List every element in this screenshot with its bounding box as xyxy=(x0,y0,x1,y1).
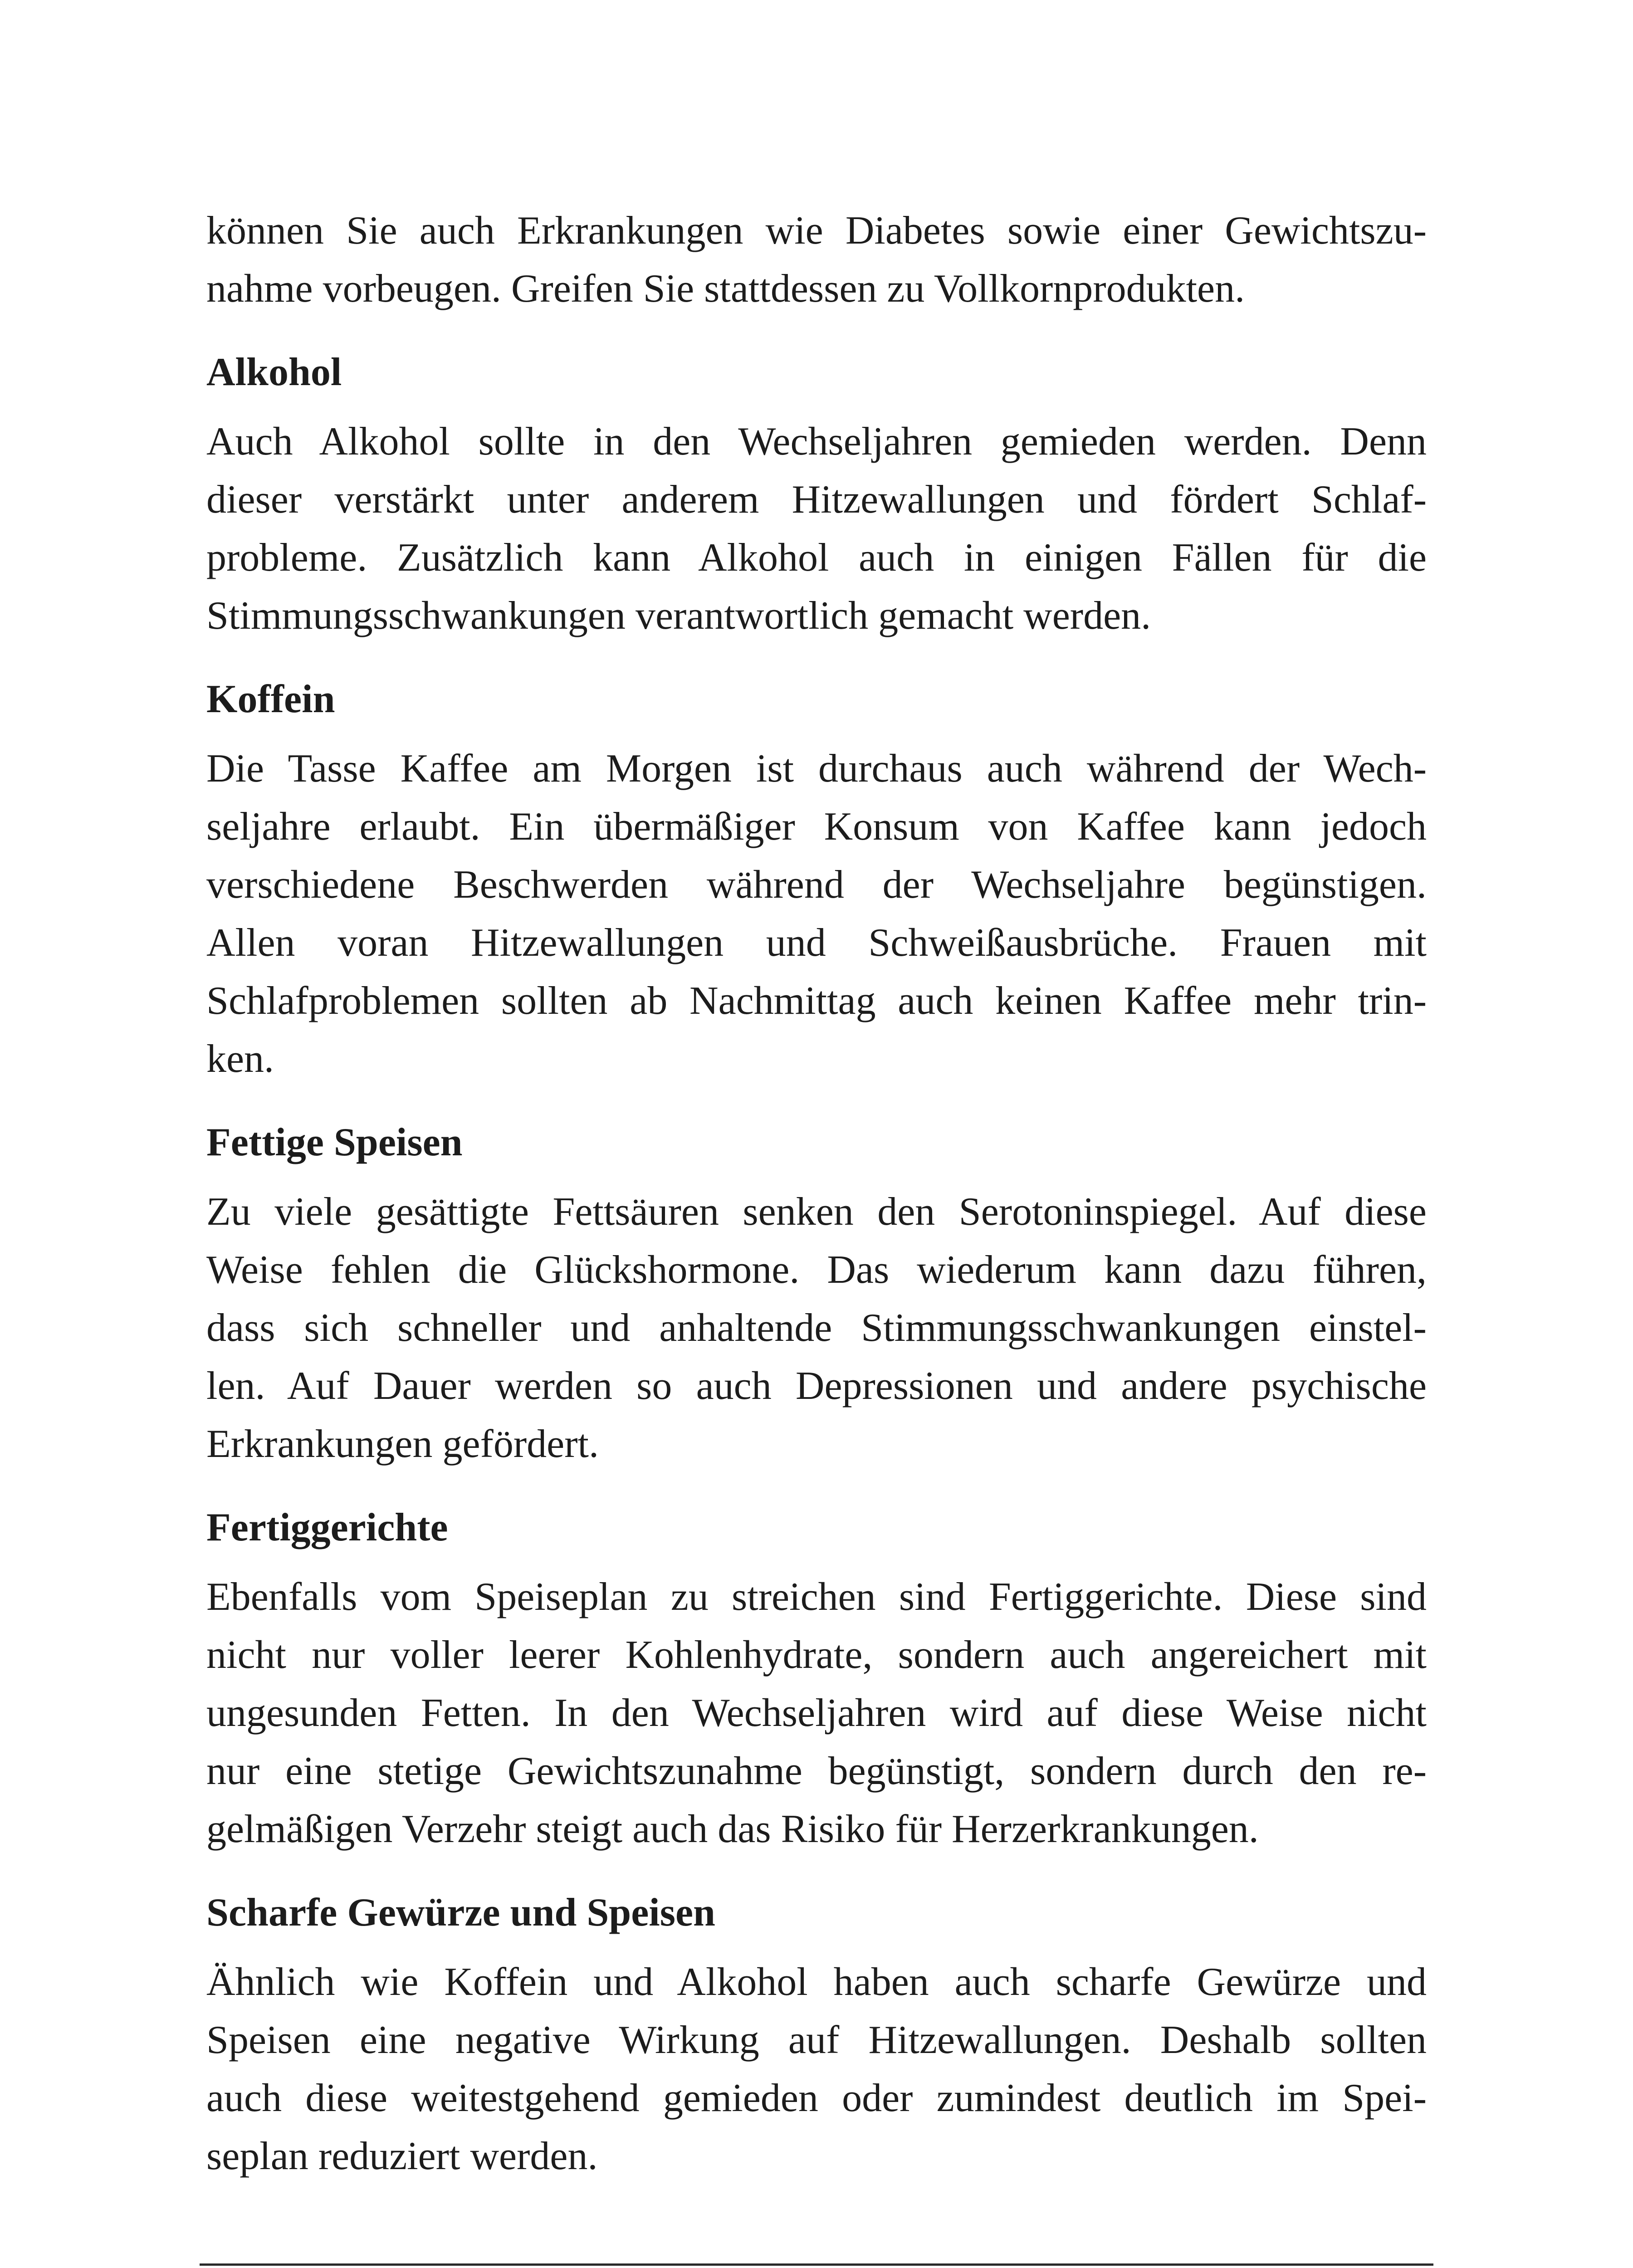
text-line: Speisen eine negative Wirkung auf Hitzewallungen. Deshalb sollten xyxy=(206,2018,1427,2062)
text-line: Ähnlich wie Koffein und Alkohol haben auch scharfe Gewürze und xyxy=(206,1960,1427,2004)
text-line: len. Auf Dauer werden so auch Depressionen und andere psychische xyxy=(206,1364,1427,1408)
text-line: verschiedene Beschwerden während der Wechseljahre begünstigen. xyxy=(206,863,1427,907)
text-line: gelmäßigen Verzehr steigt auch das Risiko für Herzerkrankungen. xyxy=(206,1807,1259,1851)
text-line: dieser verstärkt unter anderem Hitzewallungen und fördert Schlaf- xyxy=(206,478,1427,522)
text-line: Zu viele gesättigte Fettsäuren senken den Serotoninspiegel. Auf diese xyxy=(206,1190,1427,1234)
text-line: ken. xyxy=(206,1037,274,1081)
text-line: probleme. Zusätzlich kann Alkohol auch in einigen Fällen für die xyxy=(206,536,1427,580)
text-line: nicht nur voller leerer Kohlenhydrate, sondern auch angereichert mit xyxy=(206,1633,1427,1677)
text-line: seljahre erlaubt. Ein übermäßiger Konsum von Kaffee kann jedoch xyxy=(206,805,1427,849)
section-heading-fertiggerichte: Fertiggerichte xyxy=(206,1505,448,1549)
book-page xyxy=(206,0,1427,2268)
footer-rule xyxy=(200,2263,1433,2266)
text-line: dass sich schneller und anhaltende Stimmungsschwankungen einstel- xyxy=(206,1306,1427,1350)
text-line: Schlafproblemen sollten ab Nachmittag auch keinen Kaffee mehr trin- xyxy=(206,979,1427,1023)
section-heading-alkohol: Alkohol xyxy=(206,350,342,394)
section-heading-fettige-speisen: Fettige Speisen xyxy=(206,1120,463,1164)
text-line: nur eine stetige Gewichtszunahme begünstigt, sondern durch den re- xyxy=(206,1749,1427,1793)
section-heading-scharfe-gewuerze: Scharfe Gewürze und Speisen xyxy=(206,1891,715,1935)
text-line: Allen voran Hitzewallungen und Schweißausbrüche. Frauen mit xyxy=(206,921,1427,965)
text-line: Weise fehlen die Glückshormone. Das wiederum kann dazu führen, xyxy=(206,1248,1427,1292)
text-line: Ebenfalls vom Speiseplan zu streichen sind Fertiggerichte. Diese sind xyxy=(206,1575,1427,1619)
text-line: Erkrankungen gefördert. xyxy=(206,1422,599,1466)
text-line: auch diese weitestgehend gemieden oder zumindest deutlich im Spei- xyxy=(206,2076,1427,2120)
text-line: Auch Alkohol sollte in den Wechseljahren gemieden werden. Denn xyxy=(206,420,1427,464)
text-line: ungesunden Fetten. In den Wechseljahren wird auf diese Weise nicht xyxy=(206,1691,1427,1735)
text-line: seplan reduziert werden. xyxy=(206,2134,598,2178)
text-line: können Sie auch Erkrankungen wie Diabetes sowie einer Gewichtszu- xyxy=(206,209,1427,253)
text-line: nahme vorbeugen. Greifen Sie stattdessen zu Vollkornprodukten. xyxy=(206,267,1245,311)
text-line: Stimmungsschwankungen verantwortlich gemacht werden. xyxy=(206,594,1151,638)
section-heading-koffein: Koffein xyxy=(206,677,335,721)
text-line: Die Tasse Kaffee am Morgen ist durchaus auch während der Wech- xyxy=(206,747,1427,791)
